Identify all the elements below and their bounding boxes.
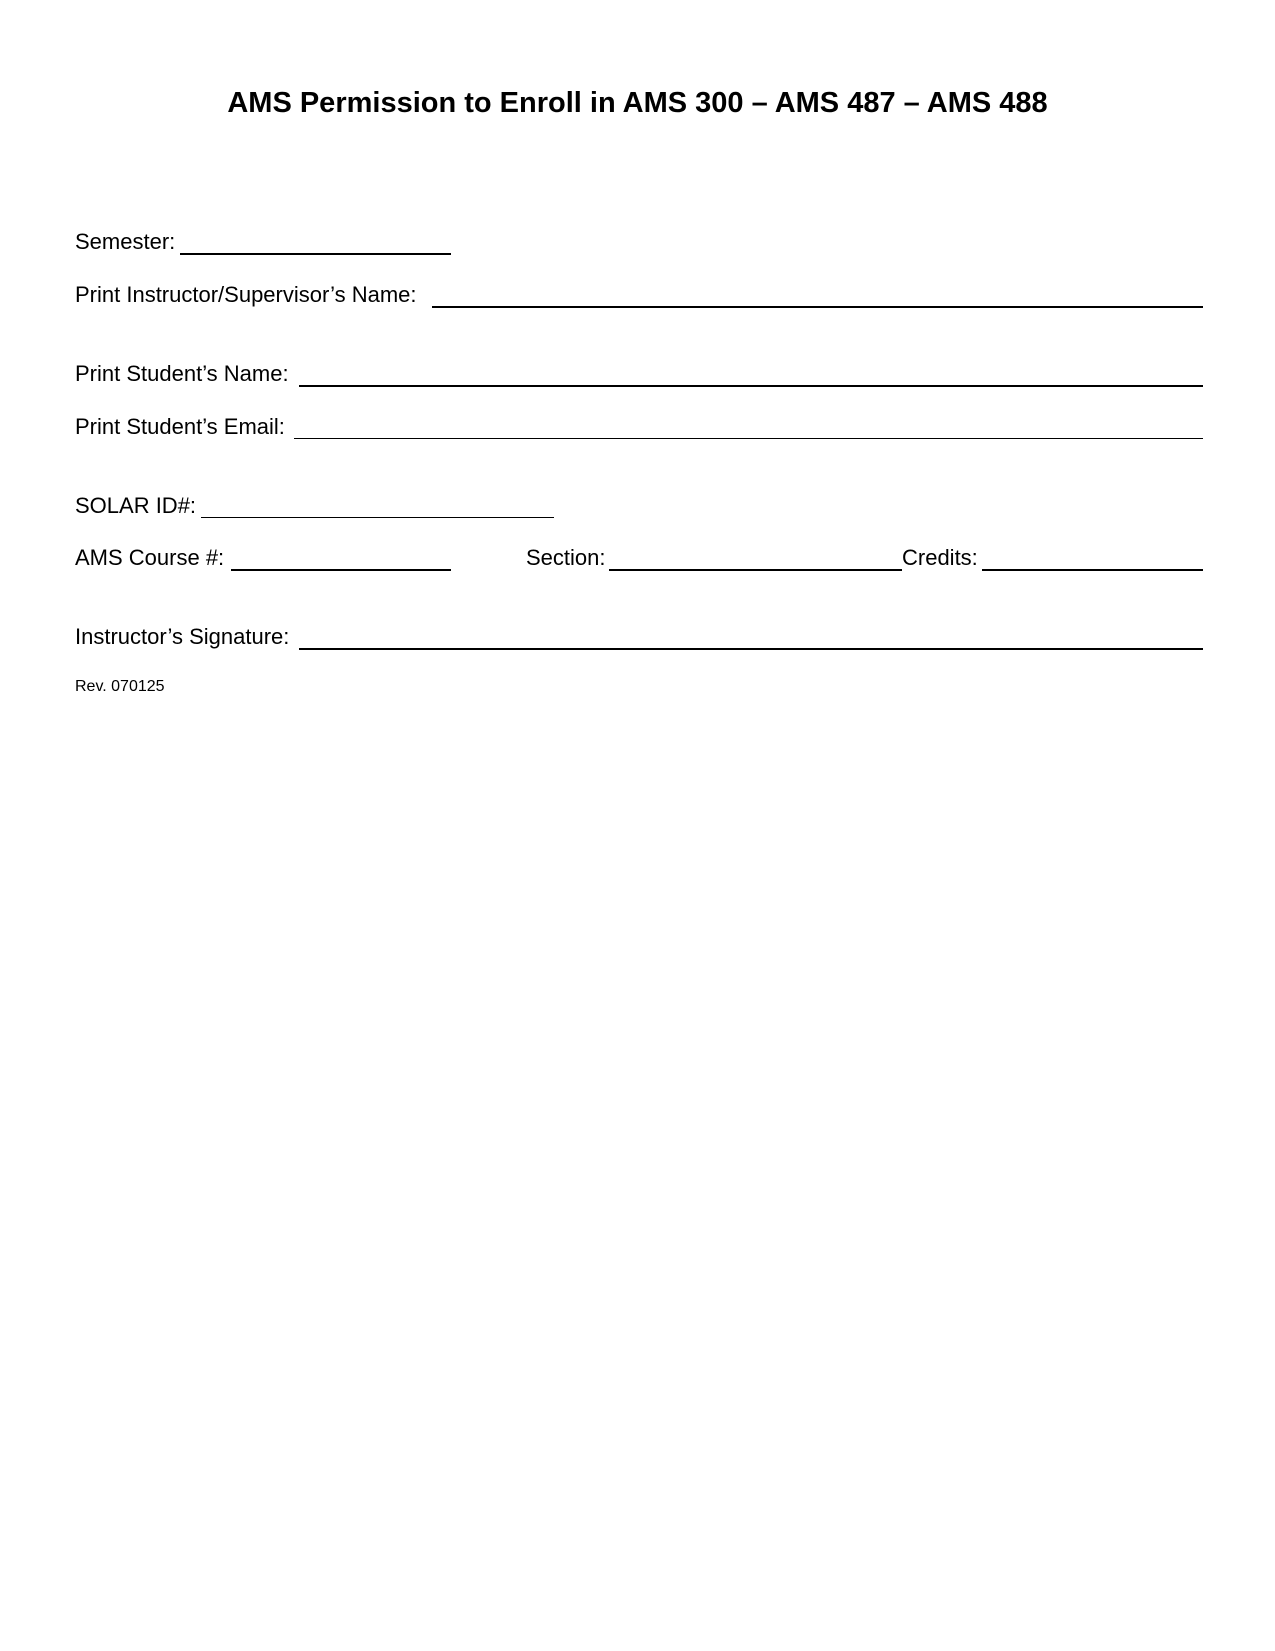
semester-field[interactable]	[180, 253, 451, 255]
course-number-label: AMS Course #:	[75, 545, 225, 570]
student-name-field[interactable]	[299, 385, 1203, 387]
semester-label: Semester:	[75, 229, 176, 254]
section-label: Section:	[526, 545, 606, 570]
student-email-label: Print Student’s Email:	[75, 414, 285, 439]
form-title: AMS Permission to Enroll in AMS 300 – AMS 487 – AMS 488	[227, 87, 1048, 119]
solar-id-label: SOLAR ID#:	[75, 493, 197, 518]
credits-field[interactable]	[982, 569, 1203, 571]
instructor-name-label: Print Instructor/Supervisor’s Name:	[75, 282, 417, 307]
solar-id-field[interactable]	[201, 517, 554, 518]
signature-label: Instructor’s Signature:	[75, 624, 290, 649]
instructor-name-field[interactable]	[432, 306, 1203, 308]
student-email-field[interactable]	[294, 438, 1203, 439]
revision-note: Rev. 070125	[75, 678, 165, 695]
section-field[interactable]	[609, 569, 902, 571]
credits-label: Credits:	[902, 545, 978, 570]
student-name-label: Print Student’s Name:	[75, 361, 289, 386]
course-number-field[interactable]	[231, 569, 451, 571]
signature-field[interactable]	[299, 648, 1203, 650]
